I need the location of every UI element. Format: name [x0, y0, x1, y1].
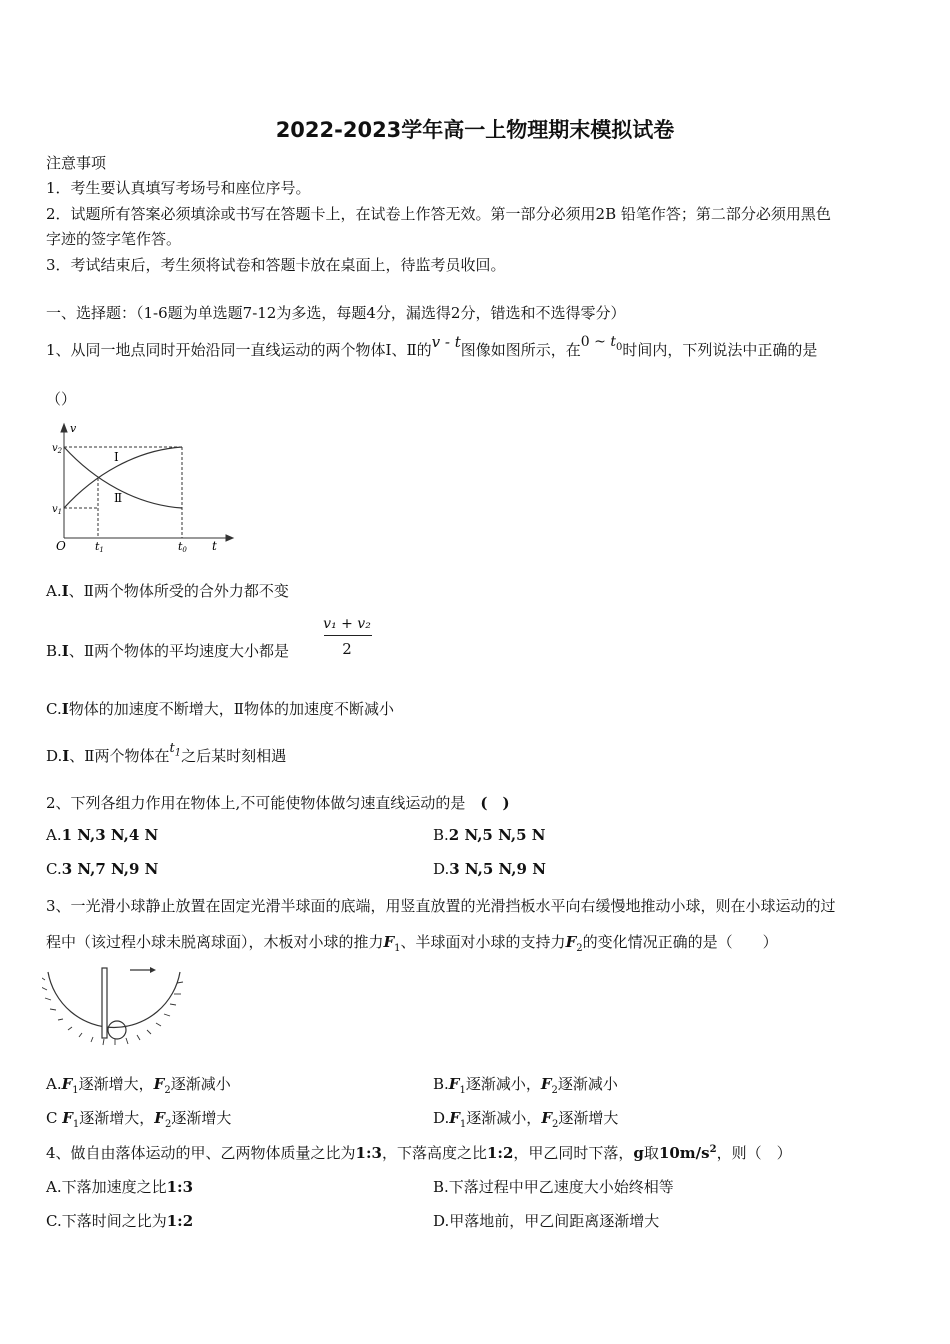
- q1-stem: 1、从同一地点同时开始沿同一直线运动的两个物体Ⅰ、Ⅱ的v - t图像如图所示，在0 ~ $t_0$时间内，下列说法中正确的是: [46, 333, 818, 359]
- curve-I-label: Ⅰ: [114, 450, 119, 464]
- q3-option-b[interactable]: $B.F_1$逐渐减小，$F_2$逐渐减小: [433, 1075, 618, 1096]
- q3-option-c[interactable]: C $F_1$逐渐增大，$F_2$逐渐增大: [46, 1109, 232, 1130]
- q3-stem-line1: 3、一光滑小球静止放置在固定光滑半球面的底端，用竖直放置的光滑挡板水平向右缓慢地推动小球，则在小球运动的过: [46, 897, 836, 915]
- q1-paren: （）: [46, 390, 77, 408]
- push-board: [102, 968, 107, 1038]
- hatch-marks: [42, 976, 183, 1045]
- vt-graph: [46, 420, 236, 555]
- v2-label: $v_2$: [52, 443, 63, 455]
- curve-I: [64, 447, 182, 508]
- v-axis-label: v: [70, 422, 77, 435]
- v1-label: $v_1$: [52, 504, 63, 516]
- section-heading: 一、选择题：（1-6题为单选题7-12为多选，每题4分，漏选得2分，错选和不选得零分）: [46, 304, 626, 322]
- origin-label: O: [56, 539, 66, 553]
- q4-option-a[interactable]: A.下落加速度之比1:3: [46, 1178, 194, 1196]
- notice-item: 2．试题所有答案必须填涂或书写在答题卡上，在试卷上作答无效。第一部分必须用2B 铅笔作答；第二部分必须用黑色: [46, 205, 831, 223]
- hemisphere-surface: [48, 972, 180, 1027]
- q4-option-d[interactable]: D.甲落地前，甲乙间距离逐渐增大: [433, 1212, 660, 1230]
- q4-option-b[interactable]: B.下落过程中甲乙速度大小始终相等: [433, 1178, 674, 1196]
- q3-option-a[interactable]: $A.F_1$逐渐增大，$F_2$逐渐减小: [46, 1075, 231, 1096]
- notice-item: 3．考试结束后，考生须将试卷和答题卡放在桌面上，待监考员收回。: [46, 256, 506, 274]
- fraction-bar: [324, 635, 372, 636]
- t0-label: t0: [178, 540, 187, 554]
- q4-option-c[interactable]: C.下落时间之比为1:2: [46, 1212, 194, 1230]
- q3-option-d[interactable]: $D.F_1$逐渐减小，$F_2$逐渐增大: [433, 1109, 619, 1130]
- t1-label: t1: [95, 540, 104, 554]
- q2-stem: 2、下列各组力作用在物体上,不可能使物体做匀速直线运动的是 ( ): [46, 794, 510, 812]
- fraction-numerator: v₁ + v₂: [323, 616, 371, 632]
- page-title: 2022-2023学年高一上物理期末模拟试卷: [275, 118, 675, 142]
- q2-option-a[interactable]: A.1 N,3 N,4 N: [46, 826, 159, 844]
- q2-option-c[interactable]: C.3 N,7 N,9 N: [46, 860, 159, 878]
- v-axis-arrow-icon: [61, 424, 67, 432]
- t-axis-arrow-icon: [226, 535, 233, 541]
- notice-heading: 注意事项: [46, 154, 107, 172]
- q2-option-b[interactable]: B.2 N,5 N,5 N: [433, 826, 546, 844]
- small-ball: [108, 1021, 126, 1039]
- q2-option-d[interactable]: D.3 N,5 N,9 N: [433, 860, 546, 878]
- q3-stem-line2: 程中（该过程小球未脱离球面），木板对小球的推力$F_1$、半球面对小球的支持力$F_2$的变化情况正确的是（ ）: [46, 933, 778, 954]
- fraction-denominator: 2: [342, 640, 352, 658]
- hemisphere-diagram: [42, 962, 188, 1052]
- t-axis-label: t: [212, 539, 217, 553]
- q1-option-d[interactable]: D.Ⅰ、Ⅱ两个物体在$t_1$之后某时刻相遇: [46, 741, 287, 765]
- notice-item: 字迹的签字笔作答。: [46, 230, 182, 248]
- curve-II: [64, 447, 182, 508]
- notice-item: 1．考生要认真填写考场号和座位序号。: [46, 179, 311, 197]
- q4-stem: 4、做自由落体运动的甲、乙两物体质量之比为1:3，下落高度之比1:2，甲乙同时下落，g取$10m/s^2$，则（ ）: [46, 1144, 792, 1162]
- q1-option-a[interactable]: A.Ⅰ、Ⅱ两个物体所受的合外力都不变: [46, 582, 289, 600]
- curve-II-label: Ⅱ: [114, 491, 123, 505]
- q1-option-c[interactable]: C.Ⅰ物体的加速度不断增大，Ⅱ物体的加速度不断减小: [46, 700, 394, 718]
- q1-option-b[interactable]: B.Ⅰ、Ⅱ两个物体的平均速度大小都是: [46, 642, 290, 660]
- right-arrow-icon: [150, 967, 156, 973]
